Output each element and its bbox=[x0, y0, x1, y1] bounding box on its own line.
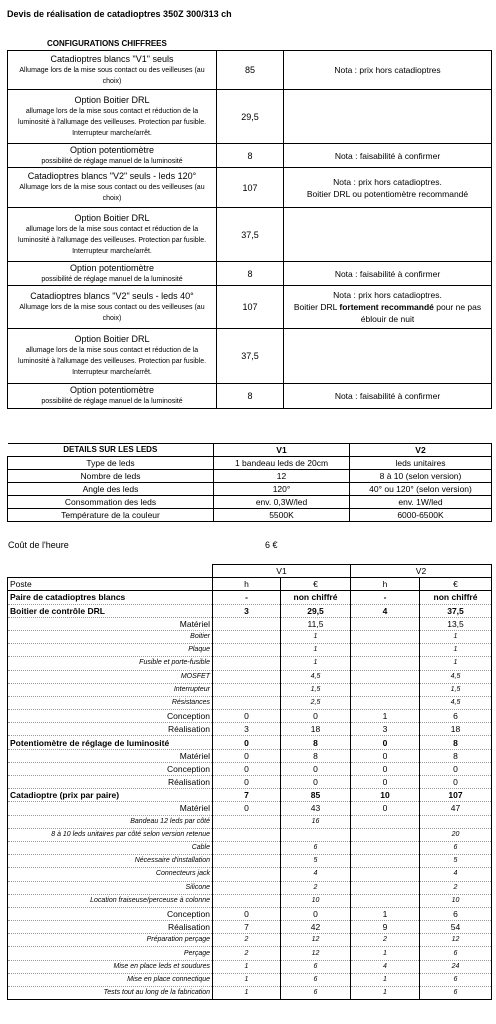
cost-col-v1-h: h bbox=[213, 578, 281, 591]
cost-v1-hours: 1 bbox=[213, 973, 281, 986]
cost-v2-hours bbox=[351, 894, 420, 907]
led-v2-value: leds unitaires bbox=[350, 457, 492, 470]
cost-row bbox=[8, 868, 492, 881]
cost-col-poste: Poste bbox=[8, 578, 213, 591]
cost-v1-euros: 1 bbox=[281, 657, 351, 670]
cost-v2-hours bbox=[351, 657, 420, 670]
config-nota-text: Nota : prix hors catadioptres. Boitier DRL ou potentiomètre recommandé bbox=[306, 176, 469, 199]
cost-v2-hours: 0 bbox=[351, 802, 420, 815]
cost-row bbox=[8, 802, 492, 815]
cost-v2-euros: 1 bbox=[420, 657, 492, 670]
cost-v1-euros: 2,5 bbox=[281, 696, 351, 709]
config-nota-text: Nota : prix hors catadioptres. Boitier DRL bbox=[293, 290, 442, 312]
led-v1-value: 1 bandeau leds de 20cm bbox=[214, 457, 350, 470]
config-title: Catadioptres blancs "V2" seuls - leds 120° bbox=[27, 171, 197, 181]
cost-v2-euros: 0 bbox=[420, 762, 492, 775]
cost-row bbox=[8, 894, 492, 907]
cost-v1-euros: 4 bbox=[281, 868, 351, 881]
cost-v2-euros: 6 bbox=[420, 710, 492, 723]
cost-poste: Location fraiseuse/perceuse à colonne bbox=[8, 894, 213, 907]
cost-row bbox=[8, 604, 492, 617]
cost-v2-hours: 10 bbox=[351, 789, 420, 802]
cost-v2-hours: 2 bbox=[351, 934, 420, 947]
cost-row bbox=[8, 644, 492, 657]
cost-v2-euros: 8 bbox=[420, 736, 492, 749]
led-row bbox=[8, 496, 492, 509]
led-row bbox=[8, 509, 492, 522]
cost-poste: Nécessaire d'installation bbox=[8, 855, 213, 868]
cost-v2-euros: 6 bbox=[420, 907, 492, 920]
cost-row bbox=[8, 973, 492, 986]
cost-v1-euros: 42 bbox=[281, 921, 351, 934]
cost-v1-euros: 0 bbox=[281, 762, 351, 775]
cost-v2-hours bbox=[351, 670, 420, 683]
led-v1-value: 5500K bbox=[214, 509, 350, 522]
cost-poste: Conception bbox=[8, 710, 213, 723]
config-description bbox=[8, 286, 217, 329]
cost-v1-euros: 1 bbox=[281, 644, 351, 657]
cost-poste: Catadioptre (prix par paire) bbox=[8, 789, 213, 802]
config-price: 8 bbox=[217, 384, 284, 409]
config-row bbox=[8, 168, 492, 208]
cost-v2-hours bbox=[351, 617, 420, 630]
config-title: Option Boitier DRL bbox=[74, 334, 150, 344]
cost-v1-hours: 0 bbox=[213, 776, 281, 789]
config-row bbox=[8, 262, 492, 286]
cost-v2-euros: non chiffré bbox=[420, 591, 492, 604]
cost-v2-hours: 4 bbox=[351, 604, 420, 617]
cost-v2-hours: 4 bbox=[351, 960, 420, 973]
config-title: Catadioptres blancs "V1" seuls bbox=[50, 53, 174, 64]
config-nota bbox=[284, 208, 492, 262]
cost-v1-euros: 6 bbox=[281, 987, 351, 1000]
config-detail: allumage lors de la mise sous contact et réduction de la luminosité à l'allumage des veilleuses. Protection par fusible. Interrupteur marche/arrêt. bbox=[17, 347, 207, 376]
led-label: Consommation des leds bbox=[8, 496, 214, 509]
config-description bbox=[8, 51, 217, 90]
led-label: Angle des leds bbox=[8, 483, 214, 496]
cost-v1-euros: 18 bbox=[281, 723, 351, 736]
cost-v2-hours bbox=[351, 683, 420, 696]
cost-v1-hours bbox=[213, 868, 281, 881]
cost-table bbox=[7, 564, 492, 1000]
config-detail: Allumage lors de la mise sous contact ou des veilleuses (au choix) bbox=[19, 184, 205, 202]
cost-v2-hours bbox=[351, 881, 420, 894]
cost-poste: Matériel bbox=[8, 802, 213, 815]
config-description bbox=[8, 144, 217, 168]
config-nota-emphasis: fortement recommandé bbox=[339, 302, 434, 312]
led-v2-value: 6000-6500K bbox=[350, 509, 492, 522]
config-price: 8 bbox=[217, 262, 284, 286]
config-nota bbox=[284, 286, 492, 329]
cost-v1-hours: 0 bbox=[213, 710, 281, 723]
cost-v2-hours: 9 bbox=[351, 921, 420, 934]
cost-v1-hours bbox=[213, 644, 281, 657]
cost-v2-hours bbox=[351, 855, 420, 868]
cost-v1-euros: 12 bbox=[281, 934, 351, 947]
cost-poste: Fusible et porte-fusible bbox=[8, 657, 213, 670]
cost-poste: Matériel bbox=[8, 749, 213, 762]
cost-v2-euros: 1 bbox=[420, 644, 492, 657]
config-description bbox=[8, 329, 217, 384]
config-nota bbox=[284, 262, 492, 286]
leds-table bbox=[7, 443, 492, 522]
cost-row bbox=[8, 736, 492, 749]
cost-poste: Boitier bbox=[8, 630, 213, 643]
cost-row bbox=[8, 960, 492, 973]
cost-row bbox=[8, 710, 492, 723]
cost-v1-hours: 2 bbox=[213, 947, 281, 960]
config-row bbox=[8, 51, 492, 90]
cost-v1-hours: 7 bbox=[213, 921, 281, 934]
cost-v2-hours: 1 bbox=[351, 710, 420, 723]
cost-v1-euros: 29,5 bbox=[281, 604, 351, 617]
document-title: Devis de réalisation de catadioptres 350Z 300/313 ch bbox=[7, 9, 232, 19]
cost-v2-euros: 1 bbox=[420, 630, 492, 643]
config-row bbox=[8, 208, 492, 262]
cost-v1-euros: 1,5 bbox=[281, 683, 351, 696]
cost-v1-euros: 43 bbox=[281, 802, 351, 815]
cost-poste: Paire de catadioptres blancs bbox=[8, 591, 213, 604]
cost-poste: MOSFET bbox=[8, 670, 213, 683]
cost-v2-hours: 1 bbox=[351, 987, 420, 1000]
cost-row bbox=[8, 987, 492, 1000]
config-title: Option potentiomètre bbox=[69, 385, 155, 395]
config-row bbox=[8, 286, 492, 329]
leds-col-v2: V2 bbox=[350, 444, 492, 457]
cost-v2-euros: 6 bbox=[420, 973, 492, 986]
cost-v2-euros: 18 bbox=[420, 723, 492, 736]
cost-group-v2: V2 bbox=[351, 565, 492, 578]
cost-v1-euros: 11,5 bbox=[281, 617, 351, 630]
cost-row bbox=[8, 723, 492, 736]
cost-poste: Perçage bbox=[8, 947, 213, 960]
cost-v2-hours: 0 bbox=[351, 776, 420, 789]
cost-v1-euros: 12 bbox=[281, 947, 351, 960]
config-nota-after: pour ne pas éblouir de nuit bbox=[360, 302, 482, 324]
cost-col-v1-eur: € bbox=[281, 578, 351, 591]
cost-v2-euros: 6 bbox=[420, 947, 492, 960]
cost-row bbox=[8, 749, 492, 762]
led-row bbox=[8, 457, 492, 470]
cost-v1-hours: 0 bbox=[213, 736, 281, 749]
led-label: Type de leds bbox=[8, 457, 214, 470]
cost-poste: Mise en place leds et soudures bbox=[8, 960, 213, 973]
leds-col-v1: V1 bbox=[214, 444, 350, 457]
config-detail: Allumage lors de la mise sous contact ou des veilleuses (au choix) bbox=[19, 303, 205, 322]
cost-v1-hours: 1 bbox=[213, 960, 281, 973]
cost-row bbox=[8, 683, 492, 696]
cost-v1-hours: 0 bbox=[213, 749, 281, 762]
cost-group-v1: V1 bbox=[213, 565, 351, 578]
hourly-cost-value: 6 € bbox=[265, 540, 278, 550]
cost-poste: Connecteurs jack bbox=[8, 868, 213, 881]
config-price: 107 bbox=[217, 286, 284, 329]
cost-v1-hours bbox=[213, 841, 281, 854]
cost-v2-euros: 6 bbox=[420, 987, 492, 1000]
config-title: Catadioptres blancs "V2" seuls - leds 40° bbox=[30, 290, 194, 301]
config-nota bbox=[284, 144, 492, 168]
cost-row bbox=[8, 828, 492, 841]
config-price: 8 bbox=[217, 144, 284, 168]
config-title: Option potentiomètre bbox=[69, 144, 155, 155]
config-row bbox=[8, 384, 492, 409]
cost-v2-euros: 0 bbox=[420, 776, 492, 789]
cost-v2-hours: 3 bbox=[351, 723, 420, 736]
cost-v2-euros: 4,5 bbox=[420, 670, 492, 683]
cost-v1-euros: 8 bbox=[281, 736, 351, 749]
config-row bbox=[8, 144, 492, 168]
config-price: 29,5 bbox=[217, 90, 284, 144]
cost-v1-hours bbox=[213, 855, 281, 868]
cost-v2-euros: 8 bbox=[420, 749, 492, 762]
cost-poste: Matériel bbox=[8, 617, 213, 630]
cost-poste: Préparation perçage bbox=[8, 934, 213, 947]
cost-poste: Conception bbox=[8, 907, 213, 920]
cost-row bbox=[8, 617, 492, 630]
cost-row bbox=[8, 881, 492, 894]
config-nota-text: Nota : faisabilité à confirmer bbox=[334, 268, 441, 279]
cost-v2-hours: 0 bbox=[351, 762, 420, 775]
cost-poste: Potentiomètre de réglage de luminosité bbox=[8, 736, 213, 749]
cost-v2-euros: 4 bbox=[420, 868, 492, 881]
cost-v1-hours: 0 bbox=[213, 762, 281, 775]
cost-v2-euros: 10 bbox=[420, 894, 492, 907]
led-v2-value: 8 à 10 (selon version) bbox=[350, 470, 492, 483]
config-title: Option potentiomètre bbox=[69, 262, 155, 273]
config-title: Option Boitier DRL bbox=[74, 94, 150, 105]
cost-poste: Cable bbox=[8, 841, 213, 854]
config-description bbox=[8, 208, 217, 262]
cost-poste: Réalisation bbox=[8, 776, 213, 789]
config-nota bbox=[284, 168, 492, 208]
cost-v1-hours bbox=[213, 815, 281, 828]
config-detail: allumage lors de la mise sous contact et réduction de la luminosité à l'allumage des veilleuses. Protection par fusible. Interrupteur marche/arrêt. bbox=[17, 225, 207, 255]
led-label: Nombre de leds bbox=[8, 470, 214, 483]
cost-row bbox=[8, 947, 492, 960]
config-description bbox=[8, 90, 217, 144]
cost-row bbox=[8, 657, 492, 670]
cost-v2-hours bbox=[351, 815, 420, 828]
cost-v1-euros bbox=[281, 828, 351, 841]
cost-v2-euros: 4,5 bbox=[420, 696, 492, 709]
cost-v1-hours bbox=[213, 657, 281, 670]
cost-v2-hours bbox=[351, 644, 420, 657]
cost-v2-hours bbox=[351, 630, 420, 643]
led-label: Température de la couleur bbox=[8, 509, 214, 522]
config-price: 107 bbox=[217, 168, 284, 208]
config-nota bbox=[284, 51, 492, 90]
cost-v1-euros: non chiffré bbox=[281, 591, 351, 604]
cost-poste: Réalisation bbox=[8, 921, 213, 934]
config-nota-text: Nota : prix hors catadioptres bbox=[334, 65, 441, 75]
cost-corner bbox=[8, 565, 213, 578]
config-row bbox=[8, 329, 492, 384]
cost-v1-euros: 6 bbox=[281, 960, 351, 973]
led-v1-value: env. 0,3W/led bbox=[214, 496, 350, 509]
config-price: 37,5 bbox=[217, 329, 284, 384]
cost-v2-hours: 1 bbox=[351, 947, 420, 960]
cost-v2-euros: 12 bbox=[420, 934, 492, 947]
cost-v2-euros: 1,5 bbox=[420, 683, 492, 696]
led-v2-value: 40° ou 120° (selon version) bbox=[350, 483, 492, 496]
cost-v2-euros: 24 bbox=[420, 960, 492, 973]
cost-v2-euros: 6 bbox=[420, 841, 492, 854]
cost-row bbox=[8, 670, 492, 683]
cost-row bbox=[8, 630, 492, 643]
cost-v1-hours bbox=[213, 683, 281, 696]
cost-v2-euros: 37,5 bbox=[420, 604, 492, 617]
cost-row bbox=[8, 921, 492, 934]
cost-v1-euros: 10 bbox=[281, 894, 351, 907]
cost-v1-euros: 5 bbox=[281, 855, 351, 868]
cost-v1-hours bbox=[213, 630, 281, 643]
config-description bbox=[8, 262, 217, 286]
hourly-cost-label: Coût de l'heure bbox=[8, 540, 69, 550]
cost-poste: Résistances bbox=[8, 696, 213, 709]
cost-row bbox=[8, 762, 492, 775]
led-v1-value: 120° bbox=[214, 483, 350, 496]
cost-col-v2-eur: € bbox=[420, 578, 492, 591]
cost-v1-euros: 6 bbox=[281, 841, 351, 854]
config-nota bbox=[284, 329, 492, 384]
cost-v2-euros: 47 bbox=[420, 802, 492, 815]
cost-v1-euros: 6 bbox=[281, 973, 351, 986]
cost-v1-euros: 85 bbox=[281, 789, 351, 802]
config-detail: Allumage lors de la mise sous contact ou des veilleuses (au choix) bbox=[19, 66, 205, 85]
cost-v1-hours bbox=[213, 894, 281, 907]
cost-v1-hours: 0 bbox=[213, 907, 281, 920]
cost-v2-euros: 2 bbox=[420, 881, 492, 894]
cost-poste: Réalisation bbox=[8, 723, 213, 736]
cost-v2-hours: 0 bbox=[351, 736, 420, 749]
config-description bbox=[8, 168, 217, 208]
cost-v1-euros: 8 bbox=[281, 749, 351, 762]
cost-v1-hours: 0 bbox=[213, 802, 281, 815]
cost-v1-euros: 0 bbox=[281, 776, 351, 789]
cost-v2-hours bbox=[351, 868, 420, 881]
cost-poste: Silicone bbox=[8, 881, 213, 894]
cost-row bbox=[8, 907, 492, 920]
led-row bbox=[8, 470, 492, 483]
cost-v2-hours: 1 bbox=[351, 907, 420, 920]
cost-row bbox=[8, 591, 492, 604]
config-nota bbox=[284, 384, 492, 409]
config-detail: possibilité de réglage manuel de la luminosité bbox=[41, 398, 183, 405]
cost-v1-hours: 1 bbox=[213, 987, 281, 1000]
cost-poste: Plaque bbox=[8, 644, 213, 657]
cost-v2-euros: 107 bbox=[420, 789, 492, 802]
cost-v2-hours bbox=[351, 841, 420, 854]
cost-v2-hours bbox=[351, 696, 420, 709]
leds-heading: DETAILS SUR LES LEDS bbox=[8, 444, 214, 457]
cost-v1-hours: - bbox=[213, 591, 281, 604]
cost-col-v2-h: h bbox=[351, 578, 420, 591]
cost-v1-hours bbox=[213, 881, 281, 894]
cost-v2-euros: 54 bbox=[420, 921, 492, 934]
config-detail: allumage lors de la mise sous contact et réduction de la luminosité à l'allumage des veilleuses. Protection par fusible. Interrupteur marche/arrêt. bbox=[17, 107, 207, 137]
cost-poste: Mise en place connectique bbox=[8, 973, 213, 986]
cost-v2-hours: 1 bbox=[351, 973, 420, 986]
config-description bbox=[8, 384, 217, 409]
cost-v2-euros: 13,5 bbox=[420, 617, 492, 630]
config-nota bbox=[284, 90, 492, 144]
cost-v1-euros: 2 bbox=[281, 881, 351, 894]
cost-row bbox=[8, 776, 492, 789]
config-price: 37,5 bbox=[217, 208, 284, 262]
cost-poste: Tests tout au long de la fabrication bbox=[8, 987, 213, 1000]
cost-poste: Boitier de contrôle DRL bbox=[8, 604, 213, 617]
config-price: 85 bbox=[217, 51, 284, 90]
cost-v1-hours: 3 bbox=[213, 723, 281, 736]
cost-row bbox=[8, 789, 492, 802]
cost-poste: 8 à 10 leds unitaires par côté selon version retenue bbox=[8, 828, 213, 841]
cost-v1-hours: 7 bbox=[213, 789, 281, 802]
cost-v1-hours bbox=[213, 828, 281, 841]
cost-v1-hours bbox=[213, 670, 281, 683]
led-v1-value: 12 bbox=[214, 470, 350, 483]
led-row bbox=[8, 483, 492, 496]
cost-v1-euros: 1 bbox=[281, 630, 351, 643]
cost-v1-euros: 0 bbox=[281, 907, 351, 920]
config-detail: possibilité de réglage manuel de la luminosité bbox=[41, 157, 183, 165]
cost-v1-hours: 2 bbox=[213, 934, 281, 947]
cost-poste: Interrupteur bbox=[8, 683, 213, 696]
cost-v1-euros: 16 bbox=[281, 815, 351, 828]
configurations-heading: CONFIGURATIONS CHIFFREES bbox=[47, 39, 167, 48]
cost-v1-euros: 4,5 bbox=[281, 670, 351, 683]
cost-row bbox=[8, 841, 492, 854]
cost-row bbox=[8, 934, 492, 947]
cost-row bbox=[8, 815, 492, 828]
config-row bbox=[8, 90, 492, 144]
config-title: Option Boitier DRL bbox=[74, 212, 150, 223]
cost-row bbox=[8, 696, 492, 709]
cost-v2-euros bbox=[420, 815, 492, 828]
config-nota-text: Nota : faisabilité à confirmer bbox=[334, 150, 441, 161]
cost-v2-euros: 20 bbox=[420, 828, 492, 841]
configurations-table bbox=[7, 50, 492, 409]
cost-v2-hours: 0 bbox=[351, 749, 420, 762]
cost-v1-hours bbox=[213, 696, 281, 709]
cost-v1-hours: 3 bbox=[213, 604, 281, 617]
cost-v2-hours: - bbox=[351, 591, 420, 604]
cost-v2-hours bbox=[351, 828, 420, 841]
cost-row bbox=[8, 855, 492, 868]
cost-v1-euros: 0 bbox=[281, 710, 351, 723]
cost-v2-euros: 5 bbox=[420, 855, 492, 868]
led-v2-value: env. 1W/led bbox=[350, 496, 492, 509]
cost-poste: Conception bbox=[8, 762, 213, 775]
config-nota-text: Nota : faisabilité à confirmer bbox=[334, 391, 441, 401]
cost-poste: Bandeau 12 leds par côté bbox=[8, 815, 213, 828]
cost-v1-hours bbox=[213, 617, 281, 630]
config-detail: possibilité de réglage manuel de la luminosité bbox=[41, 275, 183, 283]
